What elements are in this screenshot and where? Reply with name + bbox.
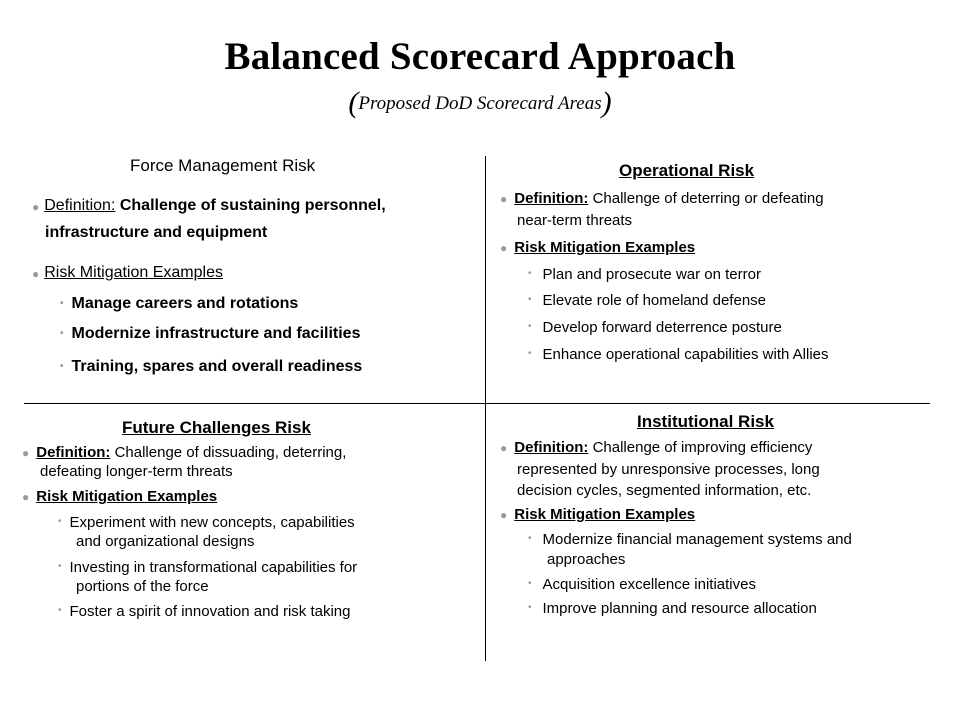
future-example	[58, 559, 357, 576]
force-example	[60, 295, 298, 313]
bullet-icon: ●	[500, 241, 508, 255]
future-definition-text-2: defeating longer-term threats	[40, 463, 233, 480]
institutional-example	[528, 600, 817, 617]
operational-definition-text-1: Challenge of deterring or defeating	[588, 190, 824, 207]
vertical-divider	[485, 156, 486, 661]
future-definition-text-1: Challenge of dissuading, deterring,	[110, 444, 347, 461]
future-mitigation	[22, 488, 217, 505]
sub-bullet-icon: •	[58, 516, 62, 527]
force-example-text: Modernize infrastructure and facilities	[71, 325, 361, 342]
sub-bullet-icon: •	[528, 294, 532, 305]
force-example	[60, 325, 360, 343]
future-example	[58, 603, 351, 620]
institutional-definition-text-1: Challenge of improving efficiency	[588, 439, 813, 456]
operational-mitigation-label: Risk Mitigation Examples	[514, 239, 696, 256]
institutional-definition-label: Definition:	[514, 439, 589, 456]
future-example-text: Experiment with new concepts, capabilities	[69, 514, 355, 531]
sub-bullet-icon: •	[58, 605, 62, 616]
operational-example	[528, 319, 782, 336]
force-example	[60, 358, 362, 376]
subtitle-text: Proposed DoD Scorecard Areas	[358, 93, 602, 114]
bullet-icon: ●	[32, 200, 40, 214]
page-title: Balanced Scorecard Approach	[224, 35, 736, 78]
operational-definition-label: Definition:	[514, 190, 589, 207]
operational-example-text: Enhance operational capabilities with Allies	[542, 346, 829, 363]
force-example-text: Manage careers and rotations	[71, 295, 299, 312]
institutional-example	[528, 531, 852, 548]
institutional-definition-text-3: decision cycles, segmented information, etc.	[517, 482, 812, 499]
institutional-mitigation-label: Risk Mitigation Examples	[514, 506, 696, 523]
institutional-heading: Institutional Risk	[637, 412, 774, 431]
operational-example-text: Plan and prosecute war on terror	[542, 266, 761, 283]
force-mitigation	[32, 264, 223, 282]
bullet-icon: ●	[22, 490, 30, 504]
operational-heading: Operational Risk	[619, 161, 755, 180]
operational-example-text: Develop forward deterrence posture	[542, 319, 782, 336]
sub-bullet-icon: •	[60, 328, 64, 339]
operational-definition-text-2: near-term threats	[517, 212, 633, 229]
horizontal-divider	[24, 403, 930, 404]
future-definition	[22, 444, 346, 461]
future-example-continuation: and organizational designs	[76, 533, 255, 550]
subtitle-close-paren: )	[601, 86, 612, 119]
sub-bullet-icon: •	[528, 348, 532, 359]
bullet-icon: ●	[500, 441, 508, 455]
bullet-icon: ●	[32, 267, 40, 281]
sub-bullet-icon: •	[528, 578, 532, 589]
future-example-continuation: portions of the force	[76, 578, 209, 595]
operational-mitigation	[500, 239, 695, 256]
operational-example	[528, 292, 766, 309]
institutional-definition	[500, 439, 812, 456]
sub-bullet-icon: •	[528, 321, 532, 332]
institutional-mitigation	[500, 506, 695, 523]
institutional-example-continuation: approaches	[547, 551, 626, 568]
institutional-example-text: Improve planning and resource allocation	[542, 600, 817, 617]
operational-example	[528, 346, 829, 363]
bullet-icon: ●	[500, 192, 508, 206]
operational-example	[528, 266, 761, 283]
bullet-icon: ●	[22, 446, 30, 460]
sub-bullet-icon: •	[58, 561, 62, 572]
future-mitigation-label: Risk Mitigation Examples	[36, 488, 218, 505]
force-definition-label: Definition:	[44, 197, 116, 214]
force-heading: Force Management Risk	[130, 156, 316, 175]
operational-definition	[500, 190, 824, 207]
sub-bullet-icon: •	[528, 602, 532, 613]
force-definition	[32, 197, 386, 215]
bullet-icon: ●	[500, 508, 508, 522]
page-subtitle	[0, 86, 960, 120]
force-definition-text-1: Challenge of sustaining personnel,	[115, 197, 386, 214]
force-mitigation-label: Risk Mitigation Examples	[44, 264, 223, 281]
force-definition-text-2: infrastructure and equipment	[45, 224, 268, 241]
sub-bullet-icon: •	[528, 268, 532, 279]
future-example-text: Foster a spirit of innovation and risk taking	[69, 603, 351, 620]
operational-example-text: Elevate role of homeland defense	[542, 292, 766, 309]
future-definition-label: Definition:	[36, 444, 111, 461]
sub-bullet-icon: •	[60, 361, 64, 372]
institutional-example	[528, 576, 756, 593]
institutional-example-text: Modernize financial management systems and	[542, 531, 852, 548]
future-example-text: Investing in transformational capabilities for	[69, 559, 358, 576]
institutional-definition-text-2: represented by unresponsive processes, long	[517, 461, 820, 478]
sub-bullet-icon: •	[60, 298, 64, 309]
subtitle-open-paren: (	[348, 86, 359, 119]
future-example	[58, 514, 355, 531]
force-example-text: Training, spares and overall readiness	[71, 358, 363, 375]
institutional-example-text: Acquisition excellence initiatives	[542, 576, 756, 593]
sub-bullet-icon: •	[528, 533, 532, 544]
future-heading: Future Challenges Risk	[122, 418, 311, 437]
